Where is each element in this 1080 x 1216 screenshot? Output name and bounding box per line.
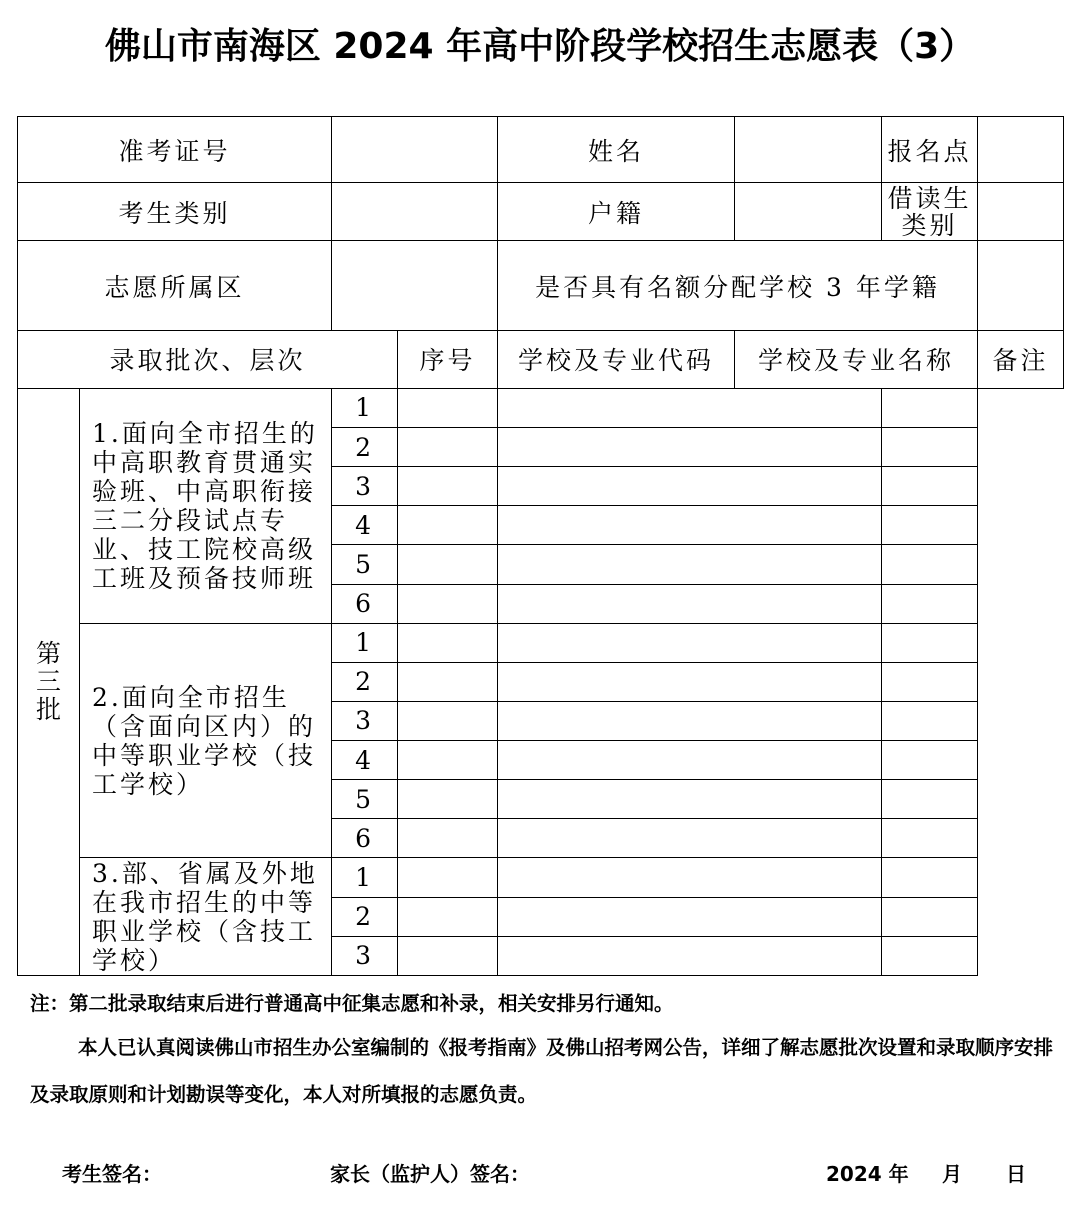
school-name-field[interactable] [498, 428, 882, 467]
sequence-number: 3 [332, 936, 398, 975]
remark-field[interactable] [882, 701, 978, 740]
school-name-field[interactable] [498, 467, 882, 506]
school-name-field[interactable] [498, 662, 882, 701]
school-code-field[interactable] [398, 428, 498, 467]
school-name-field[interactable] [498, 584, 882, 623]
sequence-number: 6 [332, 584, 398, 623]
student-category-label: 考生类别 [18, 183, 332, 241]
remark-field[interactable] [882, 428, 978, 467]
sequence-number: 4 [332, 741, 398, 780]
school-code-field[interactable] [398, 858, 498, 897]
group-2-label: 2.面向全市招生（含面向区内）的中等职业学校（技工学校） [80, 623, 332, 858]
sequence-header: 序号 [398, 330, 498, 388]
parent-signature-label: 家长（监护人）签名： [330, 1162, 530, 1186]
quota-school-field[interactable] [978, 241, 1064, 330]
sequence-number: 2 [332, 897, 398, 936]
sequence-number: 6 [332, 819, 398, 858]
third-batch-label: 第 三 批 [18, 388, 80, 975]
page-title: 佛山市南海区 2024 年高中阶段学校招生志愿表（3） [104, 26, 976, 67]
registration-point-label: 报名点 [882, 117, 978, 183]
school-code-field[interactable] [398, 741, 498, 780]
group-3-label: 3.部、省属及外地在我市招生的中等职业学校（含技工学校） [80, 858, 332, 976]
sequence-number: 2 [332, 662, 398, 701]
exam-number-field[interactable] [332, 117, 498, 183]
group-1-label: 1.面向全市招生的中高职教育贯通实验班、中高职衔接三二分段试点专业、技工院校高级工班及预备技师班 [80, 388, 332, 623]
name-label: 姓名 [498, 117, 735, 183]
name-field[interactable] [735, 117, 882, 183]
note-supplementary: 注：第二批录取结束后进行普通高中征集志愿和补录，相关安排另行通知。 [30, 992, 674, 1015]
remark-field[interactable] [882, 388, 978, 427]
sequence-number: 3 [332, 467, 398, 506]
household-registration-field[interactable] [735, 183, 882, 241]
school-name-field[interactable] [498, 819, 882, 858]
remark-field[interactable] [882, 467, 978, 506]
school-name-field[interactable] [498, 506, 882, 545]
remark-field[interactable] [882, 780, 978, 819]
school-code-field[interactable] [398, 506, 498, 545]
school-code-field[interactable] [398, 584, 498, 623]
remark-field[interactable] [882, 936, 978, 975]
application-form-table [17, 116, 1064, 976]
notes-section [30, 984, 1060, 1118]
remark-field[interactable] [882, 741, 978, 780]
quota-school-label: 是否具有名额分配学校 3 年学籍 [498, 241, 978, 330]
remark-field[interactable] [882, 662, 978, 701]
remark-field[interactable] [882, 584, 978, 623]
remark-header: 备注 [978, 330, 1064, 388]
school-name-field[interactable] [498, 741, 882, 780]
school-name-field[interactable] [498, 545, 882, 584]
school-name-field[interactable] [498, 780, 882, 819]
batch-level-header: 录取批次、层次 [18, 330, 398, 388]
school-code-field[interactable] [398, 467, 498, 506]
school-code-field[interactable] [398, 701, 498, 740]
school-name-field[interactable] [498, 623, 882, 662]
school-code-header: 学校及专业代码 [498, 330, 735, 388]
school-code-field[interactable] [398, 662, 498, 701]
sequence-number: 1 [332, 623, 398, 662]
household-registration-label: 户籍 [498, 183, 735, 241]
note-declaration: 本人已认真阅读佛山市招生办公室编制的《报考指南》及佛山招考网公告，详细了解志愿批次设置和录取顺序安排及录取原则和计划勘误等变化，本人对所填报的志愿负责。 [30, 1036, 1054, 1106]
school-name-field[interactable] [498, 701, 882, 740]
transfer-student-category-field[interactable] [978, 183, 1064, 241]
remark-field[interactable] [882, 506, 978, 545]
sequence-number: 2 [332, 428, 398, 467]
school-code-field[interactable] [398, 897, 498, 936]
school-code-field[interactable] [398, 780, 498, 819]
sequence-number: 3 [332, 701, 398, 740]
student-category-field[interactable] [332, 183, 498, 241]
signature-day: 日 [1006, 1162, 1026, 1186]
school-name-field[interactable] [498, 388, 882, 427]
signature-month: 月 [942, 1162, 962, 1186]
school-code-field[interactable] [398, 545, 498, 584]
school-code-field[interactable] [398, 623, 498, 662]
transfer-student-category-label: 借读生 类别 [882, 183, 978, 241]
remark-field[interactable] [882, 819, 978, 858]
volunteer-district-field[interactable] [332, 241, 498, 330]
student-signature-label: 考生签名： [62, 1162, 162, 1186]
school-code-field[interactable] [398, 388, 498, 427]
remark-field[interactable] [882, 897, 978, 936]
school-code-field[interactable] [398, 819, 498, 858]
signature-year: 2024 年 [826, 1162, 909, 1186]
sequence-number: 5 [332, 780, 398, 819]
school-name-field[interactable] [498, 897, 882, 936]
remark-field[interactable] [882, 623, 978, 662]
school-code-field[interactable] [398, 936, 498, 975]
exam-number-label: 准考证号 [18, 117, 332, 183]
school-name-field[interactable] [498, 936, 882, 975]
remark-field[interactable] [882, 545, 978, 584]
school-name-header: 学校及专业名称 [735, 330, 978, 388]
school-name-field[interactable] [498, 858, 882, 897]
sequence-number: 4 [332, 506, 398, 545]
volunteer-district-label: 志愿所属区 [18, 241, 332, 330]
remark-field[interactable] [882, 858, 978, 897]
sequence-number: 1 [332, 388, 398, 427]
sequence-number: 5 [332, 545, 398, 584]
sequence-number: 1 [332, 858, 398, 897]
registration-point-field[interactable] [978, 117, 1064, 183]
